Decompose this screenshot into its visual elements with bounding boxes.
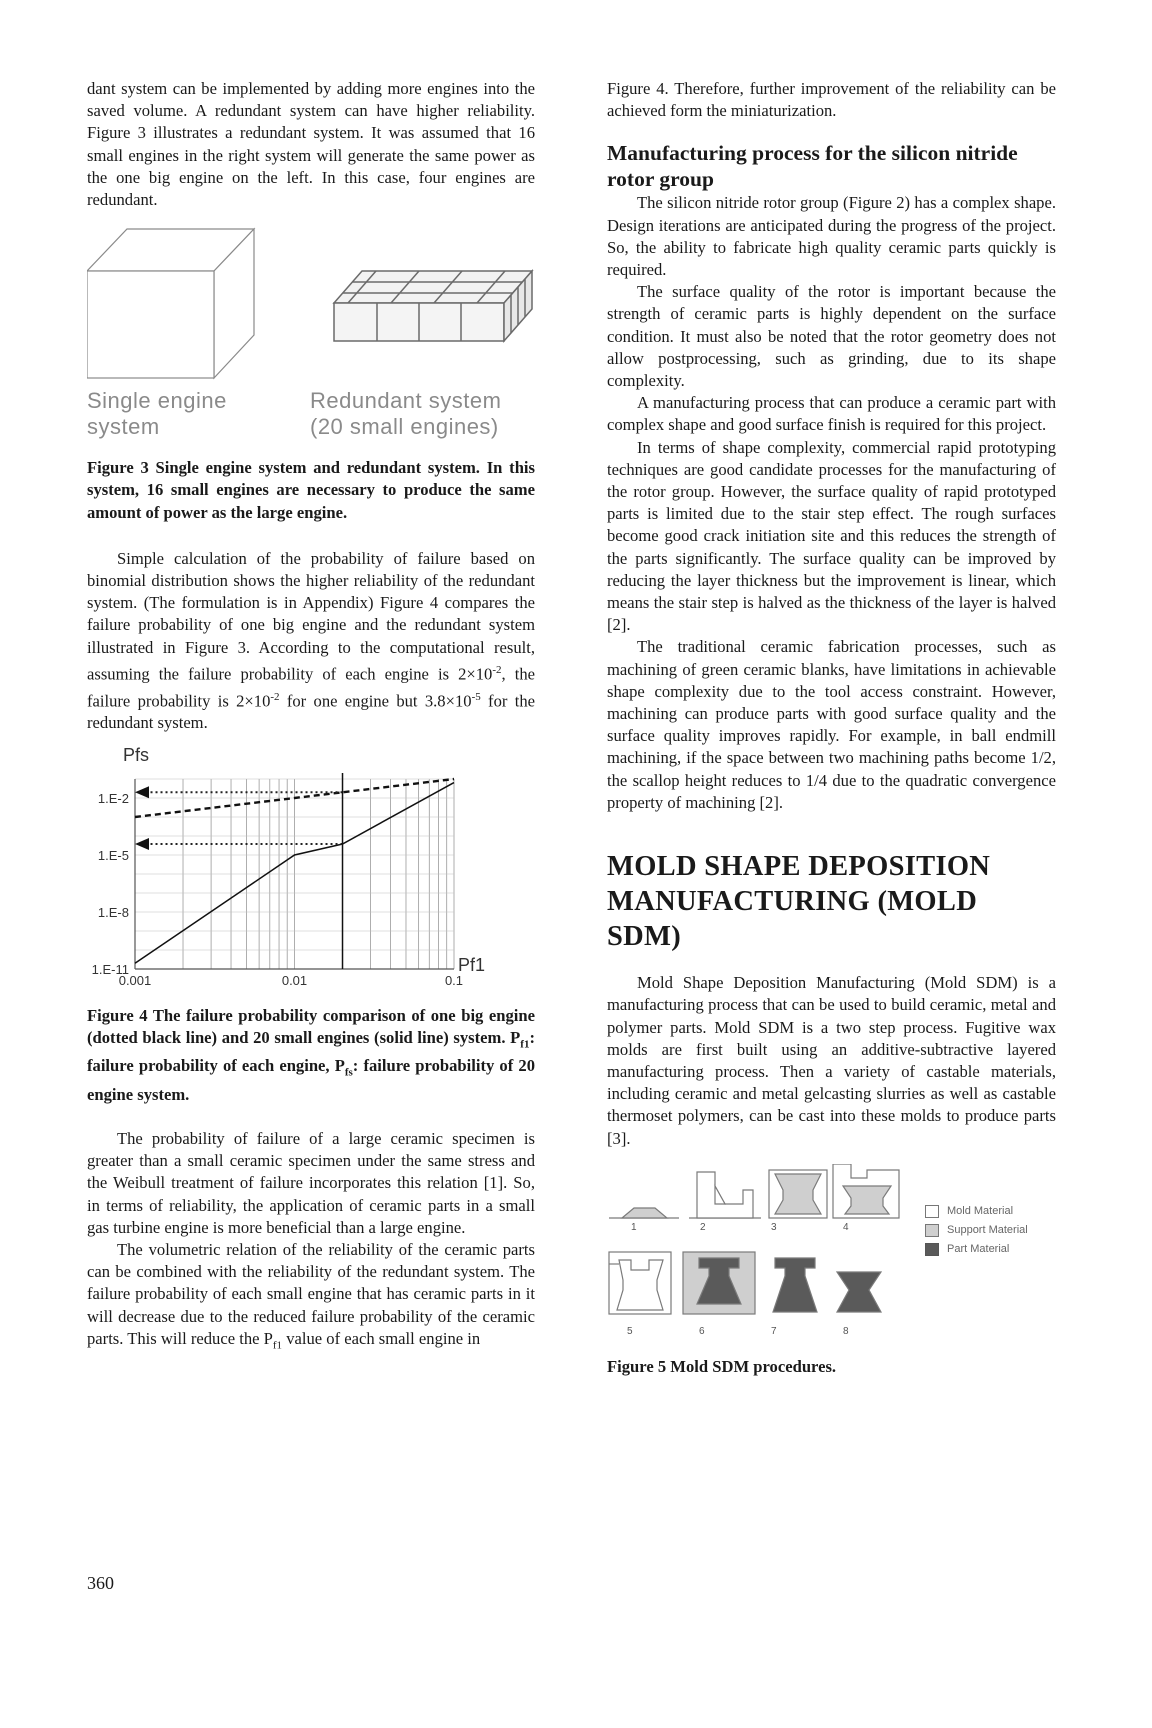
- redundant-label-line2: (20 small engines): [310, 414, 499, 440]
- redundant-label-line1: Redundant system: [310, 388, 502, 414]
- text-run: Simple calculation of the probability of failure based on binomial distribution shows the higher reliability of the redundant system. (The formulation is in Appendix) Figure 4 compares the failure probability of one big engine and the redundant system illustrated in Figure 3. According to the computational result, assuming the failure probability of each engine is 2×10: [87, 548, 535, 684]
- step-1-diagram: [609, 1208, 679, 1218]
- step-label: 7: [771, 1325, 777, 1337]
- step-8-diagram: [837, 1272, 881, 1312]
- legend-item-mold: [925, 1202, 1028, 1221]
- text-run: Figure 4 The failure probability comparison of one big engine (dotted black line) and 20 small engines (solid line) system. P: [87, 1005, 535, 1047]
- text-run: , the failure probability is 2×10: [87, 664, 535, 711]
- text-run: for the redundant system.: [87, 691, 535, 733]
- text-run: for one engine but 3.8×10: [279, 691, 472, 711]
- figure-4-caption: [87, 1005, 535, 1106]
- section-title-mold-sdm: [607, 849, 1056, 954]
- single-engine-label: [87, 388, 227, 440]
- x-tick-label: 0.1: [444, 972, 464, 988]
- step-6-diagram: [683, 1252, 755, 1314]
- left-column: [87, 78, 535, 1356]
- paragraph: The traditional ceramic fabrication processes, such as machining of green ceramic blanks, have limitations in achievable shape complexity due to the tool access constraint. However, machining can produce parts with good surface quality and the surface quality improves rapidly. For example, in ball endmill machining, if the space between two machining paths become 1/2, the scallop height reduces to 1/4 due to the quadratic convergence property of machining [2].: [607, 637, 1056, 812]
- y-tick-label: 1.E-11: [91, 961, 129, 977]
- figure-5: [607, 1164, 1056, 1376]
- paragraph: The silicon nitride rotor group (Figure 2) has a complex shape. Design iterations are anticipated during the progress of the project. So, the ability to fabricate high quality ceramic parts quickly is required.: [607, 193, 1056, 280]
- single-engine-label-line2: system: [87, 414, 160, 440]
- legend-item-support: [925, 1221, 1028, 1240]
- superscript: -5: [471, 690, 481, 703]
- x-tick-label: 0.01: [281, 972, 308, 988]
- redundant-engines-block: [334, 271, 532, 341]
- step-label: 1: [631, 1221, 637, 1233]
- single-engine-cube: [87, 229, 254, 378]
- paragraph: [87, 1239, 535, 1356]
- page-number: 360: [87, 1573, 114, 1593]
- step-label: 3: [771, 1221, 777, 1233]
- legend-label: Part Material: [947, 1242, 1010, 1255]
- step-7-diagram: [773, 1258, 817, 1312]
- paragraph: Figure 4. Therefore, further improvement of the reliability can be achieved form the miniaturization.: [607, 79, 1056, 121]
- redundant-system-label: [310, 388, 501, 440]
- figure-5-caption: Figure 5 Mold SDM procedures.: [607, 1356, 837, 1376]
- y-tick-label: 1.E-8: [97, 904, 129, 920]
- right-column: [607, 78, 1056, 1378]
- paragraph: A manufacturing process that can produce a ceramic part with complex shape and good surface finish is required for this project.: [607, 393, 1056, 435]
- text-run: The volumetric relation of the reliability of the ceramic parts can be combined with the reliability of the redundant system. The failure probability of each small engine that has ceramic parts in it will decrease due to the reduced failure probability of the ceramic parts. This will reduce the P: [87, 1239, 535, 1348]
- step-4-diagram: [833, 1164, 899, 1218]
- section-title-line1: MOLD SHAPE DEPOSITION: [607, 851, 991, 883]
- legend-swatch-mold: [925, 1205, 939, 1218]
- text-run: : failure probability of 20 engine system.: [87, 1056, 535, 1104]
- subscript: f1: [272, 1339, 283, 1352]
- step-5-diagram: [609, 1252, 671, 1314]
- single-engine-label-line1: Single engine: [87, 388, 227, 414]
- step-label: 2: [700, 1221, 706, 1233]
- paragraph: In terms of shape complexity, commercial rapid prototyping techniques are good candidate processes for the manufacturing of the rotor group. However, the surface quality of rapid prototyped parts is limited due to the stair step effect. The rough surfaces become good crack initiation site and this reduces the strength of the parts significantly. The surface quality can be improved by reducing the layer thickness but the improvement is linear, which means the stair step is halved as the thickness of the layer is halved [2].: [607, 437, 1056, 635]
- step-label: 5: [627, 1325, 633, 1337]
- superscript: -2: [270, 690, 280, 703]
- legend-label: Support Material: [947, 1223, 1028, 1236]
- superscript: -2: [492, 663, 502, 676]
- text-run: value of each small engine in: [282, 1328, 481, 1348]
- legend-item-part: [925, 1240, 1028, 1259]
- annotation-arrow-head: [135, 786, 149, 798]
- step-label: 6: [699, 1325, 705, 1337]
- subscript: fs: [344, 1066, 353, 1079]
- step-3-diagram: [769, 1170, 827, 1218]
- step-label: 4: [843, 1221, 849, 1233]
- section-title-line2: MANUFACTURING (MOLD SDM): [607, 886, 978, 953]
- text-run: : failure probability of each engine, P: [87, 1027, 535, 1076]
- y-tick-label: 1.E-2: [97, 790, 129, 806]
- y-tick-label: 1.E-5: [97, 847, 129, 863]
- x-axis-label: Pf1: [458, 954, 486, 975]
- paragraph: [87, 548, 535, 735]
- legend-swatch-support: [925, 1224, 939, 1237]
- figure-5-drawing: [607, 1164, 1056, 1376]
- figure-4-chart: [87, 741, 535, 1003]
- y-axis-label: Pfs: [123, 744, 150, 765]
- figure-3: [87, 223, 535, 451]
- step-2-diagram: [689, 1172, 761, 1218]
- paragraph: dant system can be implemented by adding more engines into the saved volume. A redundant system can have higher reliability. Figure 3 illustrates a redundant system. It was assumed that 16 small engines in the right system will generate the same power as the one big engine on the left. In this case, four engines are redundant.: [87, 79, 535, 210]
- figure-3-caption: Figure 3 Single engine system and redundant system. In this system, 16 small engines are necessary to produce the same amount of power as the large engine.: [87, 458, 535, 522]
- step-label: 8: [843, 1325, 849, 1337]
- legend-label: Mold Material: [947, 1204, 1014, 1217]
- x-tick-label: 0.001: [118, 972, 152, 988]
- subscript: f1: [520, 1038, 530, 1051]
- paragraph: The surface quality of the rotor is important because the strength of ceramic parts is highly dependent on the surface condition. It must also be noted that the rotor geometry does not allow postprocessing, such as grinding, due to its shape complexity.: [607, 282, 1056, 391]
- figure-5-legend: [925, 1202, 1028, 1259]
- paragraph: The probability of failure of a large ceramic specimen is greater than a small ceramic specimen under the same stress and the Weibull treatment of failure incorporates this relation [1]. So, in terms of reliability, the application of ceramic parts in a small gas turbine engine is more beneficial than a large engine.: [87, 1128, 535, 1237]
- section-heading: Manufacturing process for the silicon nitride rotor group: [607, 141, 1018, 192]
- annotation-arrow-head: [135, 837, 149, 849]
- legend-swatch-part: [925, 1243, 939, 1256]
- paragraph: Mold Shape Deposition Manufacturing (Mold SDM) is a manufacturing process that can be used to build ceramic, metal and polymer parts. Mold SDM is a two step process. Fugitive wax molds are first built using an additive-subtractive layered manufacturing process. Then a variety of castable materials, including ceramic and metal gelcasting slurries as well as castable thermoset polymers, can be cast into these molds to produce parts [3].: [607, 973, 1056, 1148]
- figure-3-drawing: [87, 223, 535, 383]
